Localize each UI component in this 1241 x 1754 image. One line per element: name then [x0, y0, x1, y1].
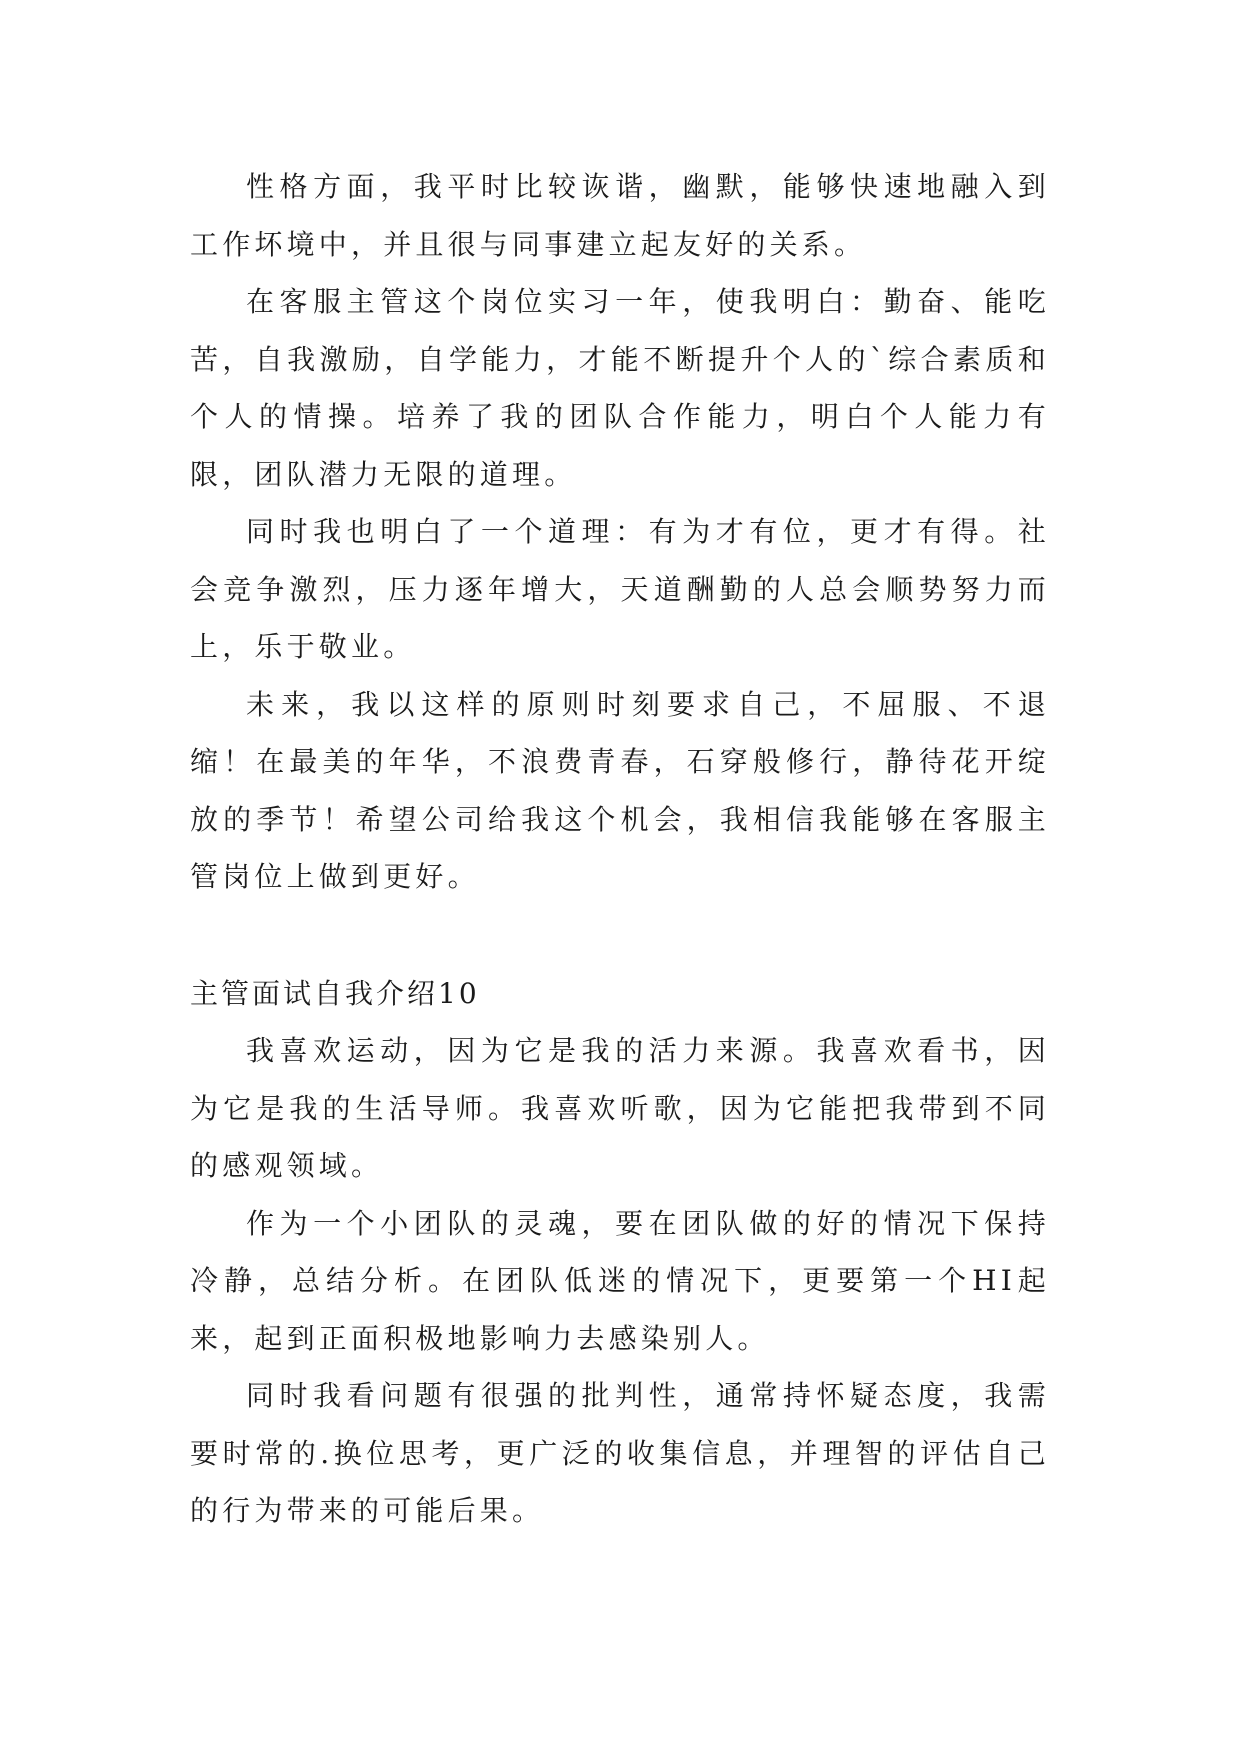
paragraph: 作为一个小团队的灵魂，要在团队做的好的情况下保持冷静，总结分析。在团队低迷的情况下，更要第一个HI起来，起到正面积极地影响力去感染别人。 — [190, 1206, 1050, 1355]
paragraph: 我喜欢运动，因为它是我的活力来源。我喜欢看书，因为它是我的生活导师。我喜欢听歌，因为它能把我带到不同的感观领域。 — [190, 1034, 1050, 1182]
paragraph: 未来，我以这样的原则时刻要求自己，不屈服、不退缩！在最美的年华，不浪费青春，石穿般修行，静待花开绽放的季节！希望公司给我这个机会，我相信我能够在客服主管岗位上做到更好。 — [190, 687, 1050, 893]
paragraph: 同时我也明白了一个道理：有为才有位，更才有得。社会竞争激烈，压力逐年增大，天道酬勤的人总会顺势努力而上，乐于敬业。 — [190, 515, 1050, 663]
paragraph: 性格方面，我平时比较诙谐，幽默，能够快速地融入到工作坏境中，并且很与同事建立起友好的关系。 — [190, 170, 1050, 261]
paragraph: 在客服主管这个岗位实习一年，使我明白：勤奋、能吃苦，自我激励，自学能力，才能不断提升个人的`综合素质和个人的情操。培养了我的团队合作能力，明白个人能力有限，团队潜力无限的道理。 — [190, 285, 1050, 491]
section-heading: 主管面试自我介绍10 — [190, 976, 480, 1010]
paragraph: 同时我看问题有很强的批判性，通常持怀疑态度，我需要时常的.换位思考，更广泛的收集信息，并理智的评估自己的行为带来的可能后果。 — [190, 1379, 1050, 1527]
document-body — [190, 158, 1050, 1540]
